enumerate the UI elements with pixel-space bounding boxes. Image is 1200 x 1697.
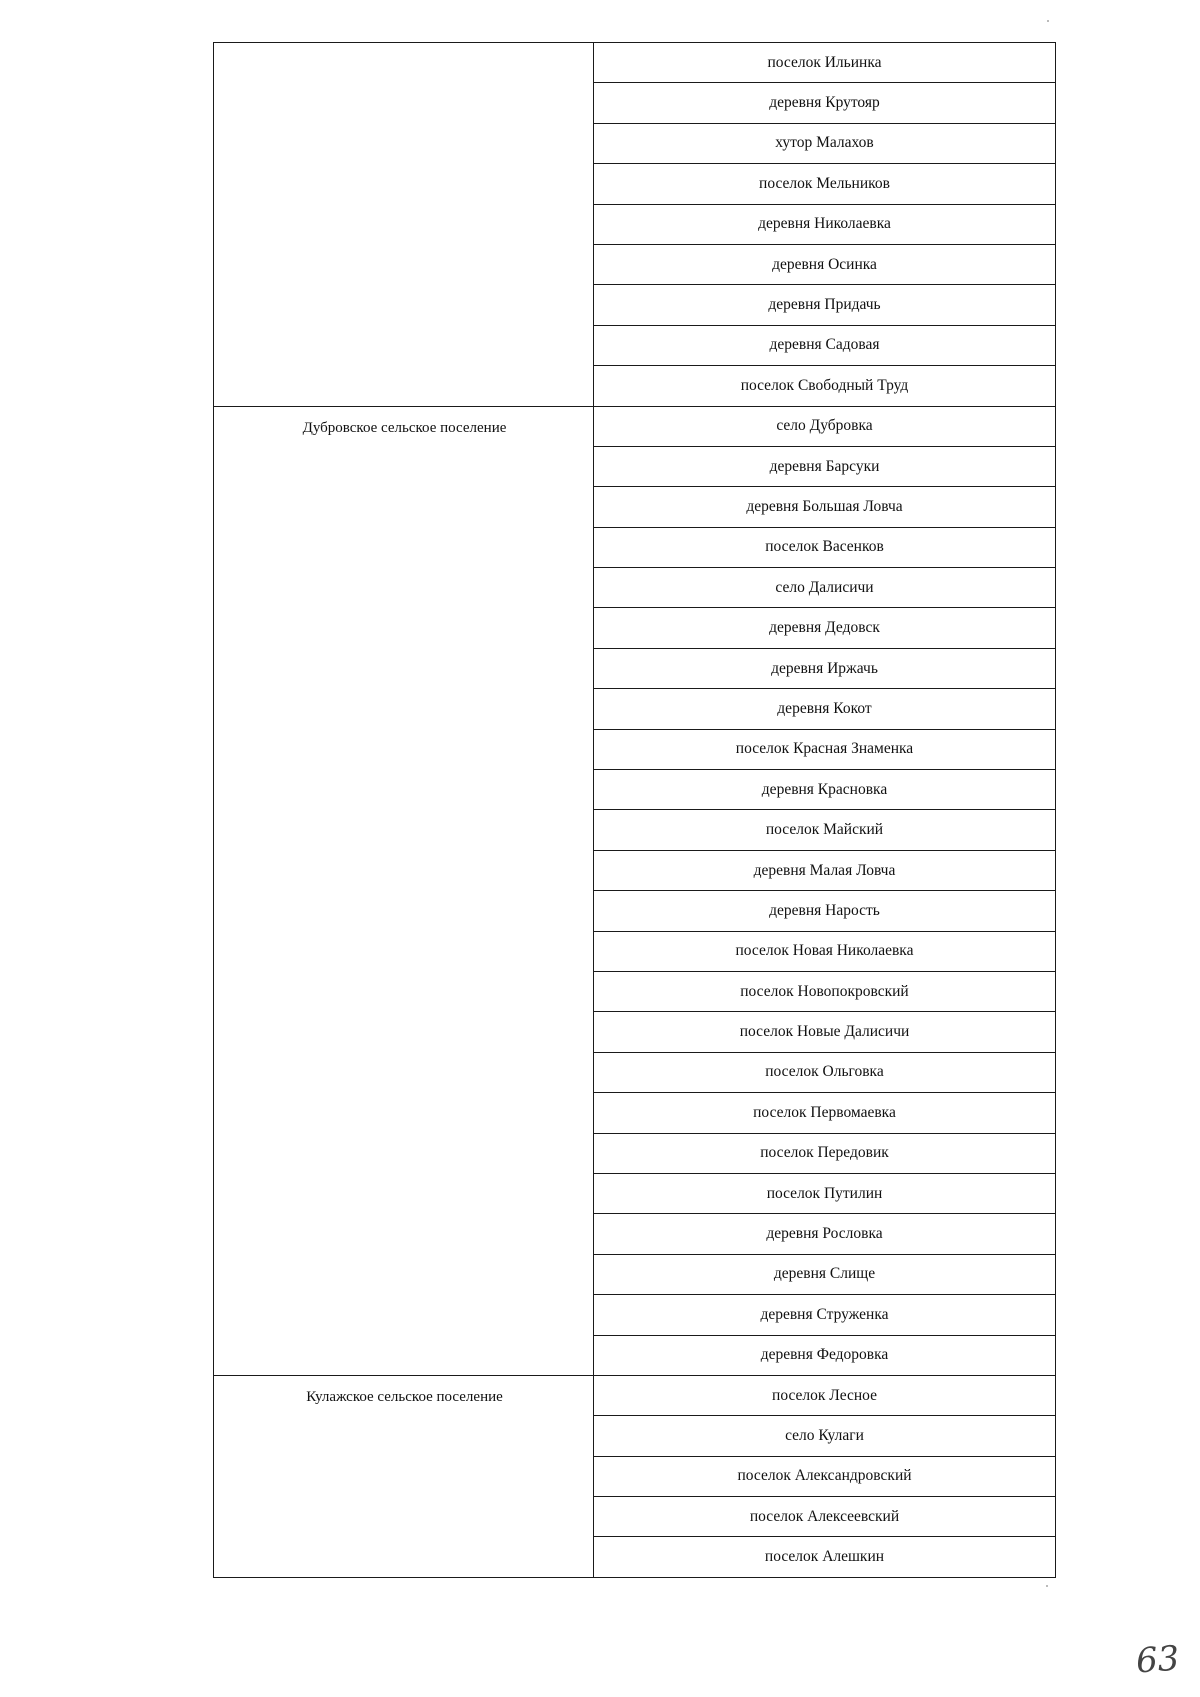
settlement-name-cell: поселок Мельников: [594, 164, 1056, 204]
settlement-name-cell: деревня Барсуки: [594, 446, 1056, 486]
settlement-name-cell: деревня Придачь: [594, 285, 1056, 325]
settlement-group-cell: [214, 406, 594, 1375]
settlement-name-cell: деревня Слище: [594, 1254, 1056, 1294]
page-number: 63: [1134, 1638, 1181, 1682]
settlement-name-cell: село Далисичи: [594, 568, 1056, 608]
settlement-name-cell: деревня Федоровка: [594, 1335, 1056, 1375]
settlement-name-cell: поселок Новые Далисичи: [594, 1012, 1056, 1052]
scan-speck: [1046, 1585, 1048, 1587]
settlement-name-cell: деревня Малая Ловча: [594, 850, 1056, 890]
settlement-name-cell: поселок Лесное: [594, 1375, 1056, 1415]
settlement-name-cell: поселок Алешкин: [594, 1537, 1056, 1577]
settlement-name-cell: село Кулаги: [594, 1416, 1056, 1456]
table-row: [214, 406, 1056, 446]
settlement-name-cell: село Дубровка: [594, 406, 1056, 446]
table-row: [214, 1375, 1056, 1415]
settlement-group-name: Кулажское сельское поселение: [306, 1388, 503, 1405]
settlement-name-cell: поселок Александровский: [594, 1456, 1056, 1496]
settlement-name-cell: поселок Новая Николаевка: [594, 931, 1056, 971]
settlement-name-cell: поселок Ольговка: [594, 1052, 1056, 1092]
settlement-name-cell: деревня Нарость: [594, 891, 1056, 931]
settlement-name-cell: поселок Первомаевка: [594, 1093, 1056, 1133]
settlement-name-cell: деревня Николаевка: [594, 204, 1056, 244]
settlement-name-cell: деревня Крутояр: [594, 83, 1056, 123]
settlement-name-cell: поселок Ильинка: [594, 43, 1056, 83]
scan-speck: [1047, 20, 1049, 22]
settlement-name-cell: поселок Красная Знаменка: [594, 729, 1056, 769]
settlement-name-cell: поселок Путилин: [594, 1173, 1056, 1213]
settlement-name-cell: поселок Передовик: [594, 1133, 1056, 1173]
settlement-name-cell: деревня Струженка: [594, 1295, 1056, 1335]
settlement-name-cell: поселок Свободный Труд: [594, 366, 1056, 406]
settlement-group-name: Дубровское сельское поселение: [302, 419, 507, 436]
settlement-group-cell: [214, 1375, 594, 1577]
settlement-name-cell: поселок Новопокровский: [594, 971, 1056, 1011]
settlement-name-cell: деревня Иржачь: [594, 648, 1056, 688]
settlement-name-cell: поселок Майский: [594, 810, 1056, 850]
settlement-group-cell: [214, 43, 594, 407]
settlement-name-cell: поселок Васенков: [594, 527, 1056, 567]
settlement-name-cell: поселок Алексеевский: [594, 1497, 1056, 1537]
settlement-name-cell: деревня Рословка: [594, 1214, 1056, 1254]
settlement-name-cell: деревня Осинка: [594, 244, 1056, 284]
settlement-name-cell: деревня Садовая: [594, 325, 1056, 365]
settlement-name-cell: деревня Большая Ловча: [594, 487, 1056, 527]
settlement-name-cell: деревня Красновка: [594, 770, 1056, 810]
settlement-name-cell: деревня Дедовск: [594, 608, 1056, 648]
settlements-table: [213, 42, 1056, 1578]
settlement-name-cell: хутор Малахов: [594, 123, 1056, 163]
settlement-name-cell: деревня Кокот: [594, 689, 1056, 729]
table-row: [214, 43, 1056, 83]
